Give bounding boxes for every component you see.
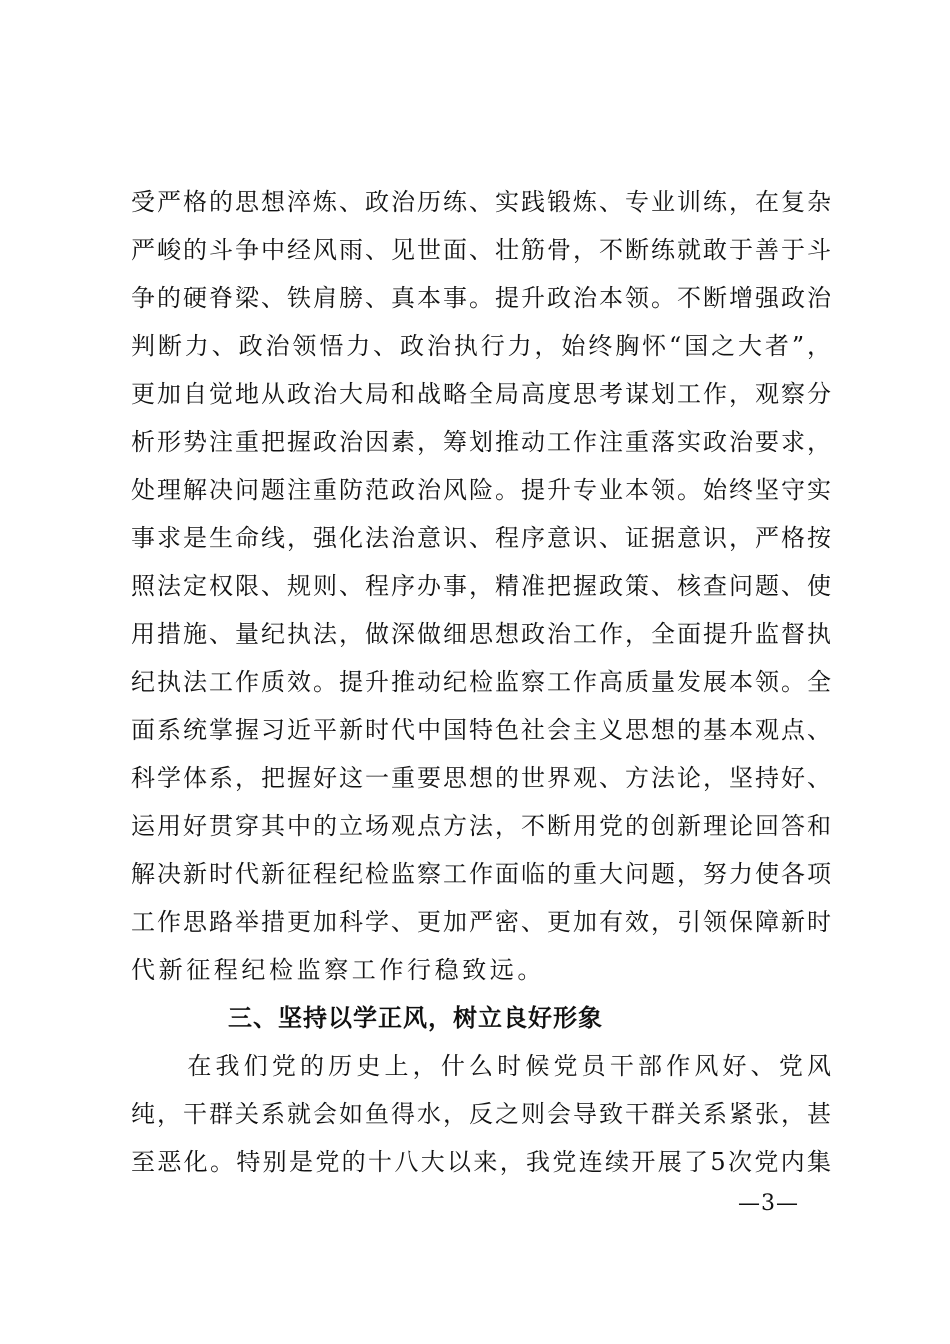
body-text-line: 代新征程纪检监察工作行稳致远。 bbox=[131, 956, 545, 984]
section-heading: 三、坚持以学正风，树立良好形象 bbox=[228, 1004, 603, 1032]
body-text-line: 析形势注重把握政治因素，筹划推动工作注重落实政治要求， bbox=[131, 428, 831, 456]
body-text-line: 判断力、政治领悟力、政治执行力，始终胸怀“国之大者”， bbox=[131, 332, 831, 360]
body-text-line: 处理解决问题注重防范政治风险。提升专业本领。始终坚守实 bbox=[131, 476, 831, 504]
body-text-line: 运用好贯穿其中的立场观点方法，不断用党的创新理论回答和 bbox=[131, 812, 831, 840]
body-text-line: 照法定权限、规则、程序办事，精准把握政策、核查问题、使 bbox=[131, 572, 831, 600]
paragraph-text-line: 在我们党的历史上，什么时候党员干部作风好、党风 bbox=[131, 1052, 831, 1080]
body-text-line: 工作思路举措更加科学、更加严密、更加有效，引领保障新时 bbox=[131, 908, 831, 936]
body-text-line: 面系统掌握习近平新时代中国特色社会主义思想的基本观点、 bbox=[131, 716, 831, 744]
paragraph-text-line: 纯，干群关系就会如鱼得水，反之则会导致干群关系紧张，甚 bbox=[131, 1100, 831, 1128]
paragraph-text-line: 至恶化。特别是党的十八大以来，我党连续开展了5次党内集 bbox=[131, 1148, 831, 1176]
body-text-line: 纪执法工作质效。提升推动纪检监察工作高质量发展本领。全 bbox=[131, 668, 831, 696]
page-number: —3— bbox=[738, 1191, 799, 1216]
body-text-line: 争的硬脊梁、铁肩膀、真本事。提升政治本领。不断增强政治 bbox=[131, 284, 831, 312]
body-text-line: 严峻的斗争中经风雨、见世面、壮筋骨，不断练就敢于善于斗 bbox=[131, 236, 831, 264]
body-text-line: 受严格的思想淬炼、政治历练、实践锻炼、专业训练，在复杂 bbox=[131, 188, 831, 216]
body-text-line: 用措施、量纪执法，做深做细思想政治工作，全面提升监督执 bbox=[131, 620, 831, 648]
body-text-line: 解决新时代新征程纪检监察工作面临的重大问题，努力使各项 bbox=[131, 860, 831, 888]
body-text-line: 更加自觉地从政治大局和战略全局高度思考谋划工作，观察分 bbox=[131, 380, 831, 408]
body-text-line: 事求是生命线，强化法治意识、程序意识、证据意识，严格按 bbox=[131, 524, 831, 552]
body-text-line: 科学体系，把握好这一重要思想的世界观、方法论，坚持好、 bbox=[131, 764, 831, 792]
